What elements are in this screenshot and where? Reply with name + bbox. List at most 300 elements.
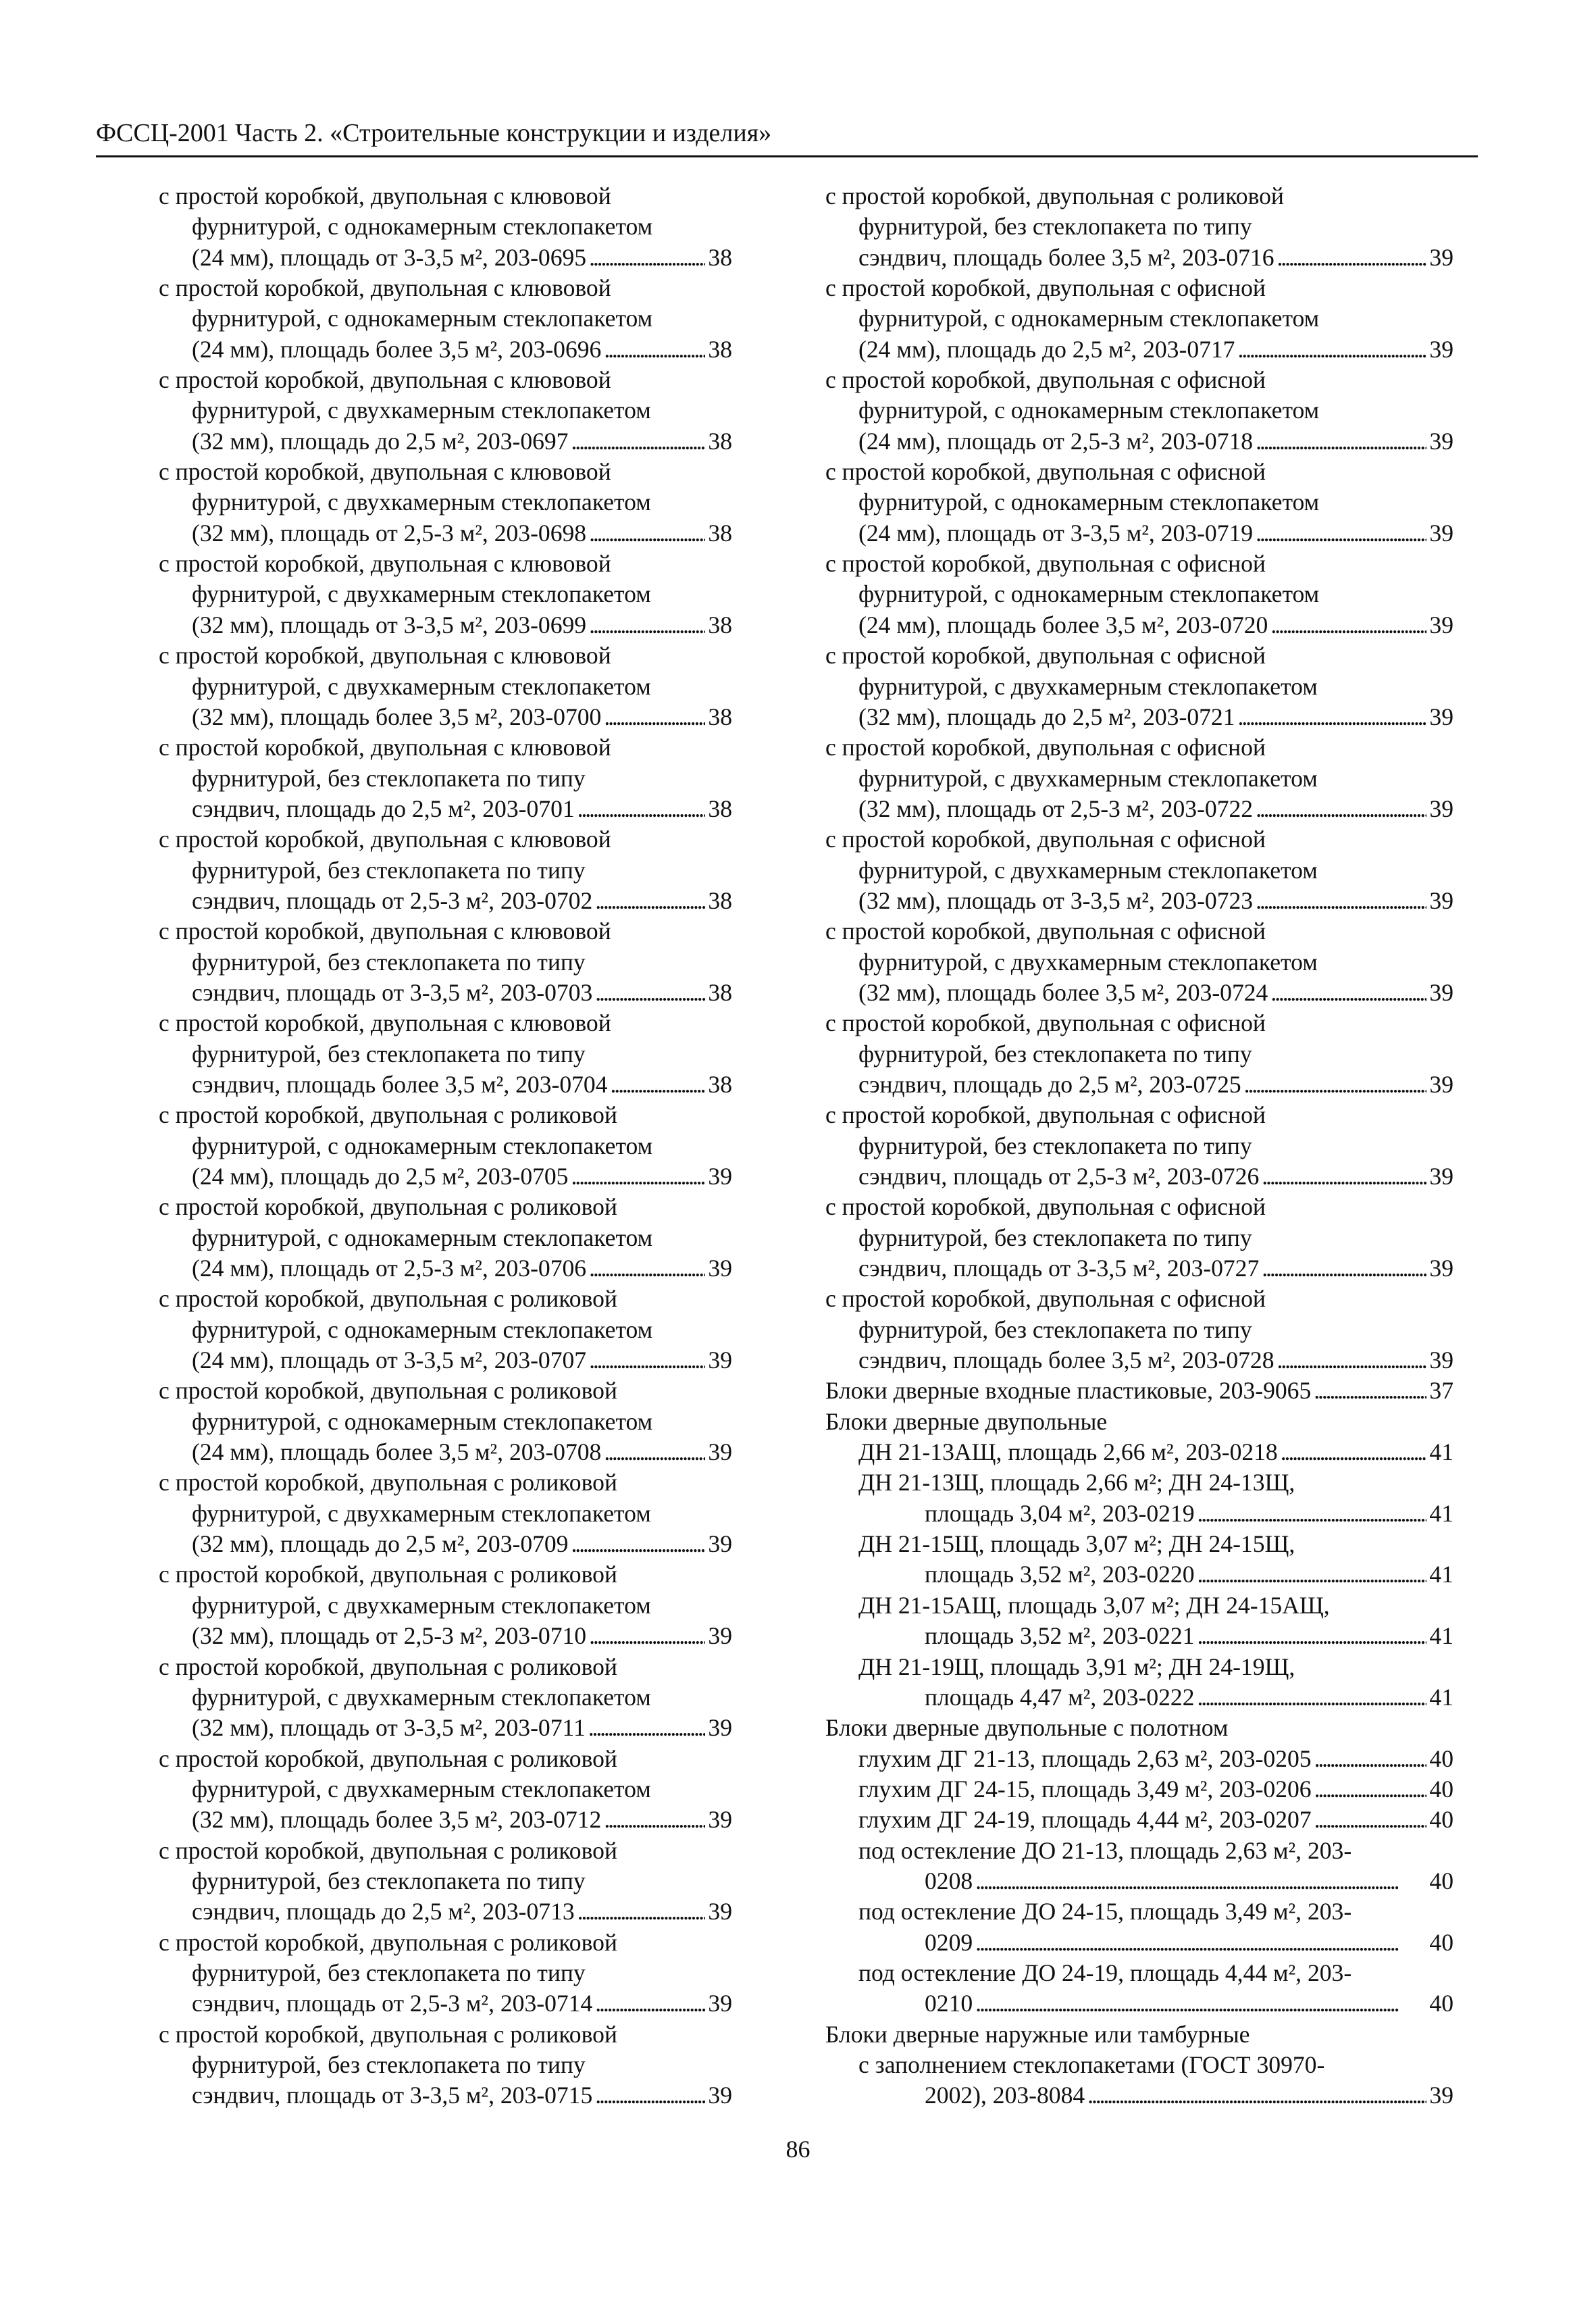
index-entry-line: под остекление ДО 24-19, площадь 4,44 м², 203- [858,1959,1352,1986]
index-entry-final-line [159,610,732,640]
index-entry-line: с простой коробкой, двупольная с клювовой [159,182,611,209]
index-entry [825,732,1453,824]
dot-leader [1198,1499,1427,1529]
index-entry [825,1284,1453,1376]
index-entry [159,1928,732,2019]
index-entry [159,2019,732,2111]
index-entry-line: фурнитурой, с двухкамерным стеклопакетом [192,1775,651,1803]
index-entry [159,1008,732,1100]
page-reference: 37 [1429,1377,1453,1405]
index-entry-line: фурнитурой, с однокамерным стеклопакетом [858,580,1320,608]
index-entry-line: с простой коробкой, двупольная с роликовой [159,1101,617,1129]
index-entry-text: сэндвич, площадь от 3-3,5 м², 203-0727 [858,1255,1260,1282]
index-entry-text: сэндвич, площадь от 2,5-3 м², 203-0714 [192,1990,593,2017]
index-entry-line: фурнитурой, с двухкамерным стеклопакетом [192,397,651,424]
dot-leader [1314,1805,1427,1835]
page-reference: 41 [1429,1622,1453,1650]
dot-leader [589,1253,705,1284]
dot-leader [1237,702,1426,732]
page-reference: 39 [708,1622,732,1650]
dot-leader [1256,518,1426,549]
index-entry [159,732,732,824]
index-entry-final-line [858,1559,1453,1590]
index-entry [159,365,732,457]
page-reference: 41 [1429,1561,1453,1588]
index-entry [159,1559,732,1651]
page-reference: 39 [708,1990,732,2017]
dot-leader [1277,1345,1427,1376]
index-entry-line: под остекление ДО 21-13, площадь 2,63 м², 203- [858,1836,1352,1864]
index-entry [825,824,1453,916]
index-entry-line: с простой коробкой, двупольная с клювовой [159,917,611,945]
index-entry-text: (24 мм), площадь до 2,5 м², 203-0705 [192,1163,569,1190]
index-entry-line: с простой коробкой, двупольная с клювовой [159,642,611,670]
index-entry-line: с простой коробкой, двупольная с роликовой [159,1561,617,1588]
index-entry-line: ДН 21-13Щ, площадь 2,66 м²; ДН 24-13Щ, [858,1469,1295,1496]
index-entry-final-line [159,1529,732,1559]
page-reference: 39 [708,1163,732,1190]
dot-leader [1237,334,1426,365]
index-entry [159,273,732,365]
index-entry-final-line [159,1713,732,1743]
index-entry-line: фурнитурой, без стеклопакета по типу [858,1040,1252,1067]
index-entry-text: сэндвич, площадь от 2,5-3 м², 203-0702 [192,886,593,914]
index-entry [825,365,1453,457]
index-entry-final-line [858,2080,1453,2111]
dot-leader [1256,426,1426,457]
dot-leader [1314,1744,1427,1774]
index-entry-line: фурнитурой, с двухкамерным стеклопакетом [192,1683,651,1711]
index-entry-final-line [825,243,1453,273]
dot-leader [1277,243,1427,273]
index-entry-line: с простой коробкой, двупольная с роликовой [159,1836,617,1864]
index-entry [159,1192,732,1284]
index-entry [159,824,732,916]
index-entry-text: (32 мм), площадь от 2,5-3 м², 203-0722 [858,795,1254,822]
index-entry-final-line [825,334,1453,365]
page-reference: 39 [1429,886,1453,914]
index-entry [159,1100,732,1192]
index-entry [159,1836,732,1928]
index-entry [825,1958,1453,2019]
index-entry-final-line [858,1988,1453,2019]
index-entry-line: фурнитурой, с однокамерным стеклопакетом [192,1315,653,1343]
index-entry-line: фурнитурой, без стеклопакета по типу [858,1315,1252,1343]
index-entry-text: (24 мм), площадь от 3-3,5 м², 203-0707 [192,1347,587,1374]
dot-leader [1314,1774,1427,1805]
running-header: ФССЦ-2001 Часть 2. «Строительные конструкции и изделия» [96,120,1478,157]
index-entry-text: (32 мм), площадь до 2,5 м², 203-0721 [858,703,1235,730]
dot-leader [975,1988,1426,2019]
index-entry-final-line [159,334,732,365]
index-entry [825,549,1453,640]
page-reference: 39 [708,1714,732,1742]
page-reference: 39 [1429,1070,1453,1098]
index-entry-text: сэндвич, площадь от 2,5-3 м², 203-0726 [858,1163,1260,1190]
index-entry-line: фурнитурой, без стеклопакета по типу [192,856,586,884]
index-entry-line: с простой коробкой, двупольная с роликовой [159,1653,617,1680]
dot-leader [1087,2080,1426,2111]
page-reference: 41 [1429,1499,1453,1527]
index-entry [825,1652,1453,1713]
index-entry-text: 2002), 203-8084 [925,2082,1085,2109]
page-reference: 39 [1429,427,1453,455]
index-entry [825,1192,1453,1284]
index-entry-line: с простой коробкой, двупольная с клювовой [159,826,611,853]
index-entry [159,640,732,732]
dot-leader [604,334,705,365]
dot-leader [589,1345,705,1376]
index-entry-final-line [159,518,732,549]
index-entry-text: (32 мм), площадь от 2,5-3 м², 203-0698 [192,519,587,547]
index-entry-text: (24 мм), площадь более 3,5 м², 203-0708 [192,1438,602,1466]
index-column-left [159,181,732,2111]
page-reference: 38 [708,427,732,455]
dot-leader [1198,1682,1427,1713]
index-entry-final-line [825,1345,1453,1376]
index-entry-text: площадь 3,04 м², 203-0219 [925,1499,1195,1527]
dot-leader [604,1805,705,1835]
index-entry-text: (24 мм), площадь от 2,5-3 м², 203-0706 [192,1255,587,1282]
index-entry-line: с простой коробкой, двупольная с клювовой [159,550,611,578]
index-entry-line: фурнитурой, с двухкамерным стеклопакетом [192,488,651,516]
index-entry-text: (24 мм), площадь до 2,5 м², 203-0717 [858,335,1235,363]
index-entry-final-line [858,1682,1453,1713]
index-entry-text: сэндвич, площадь от 3-3,5 м², 203-0715 [192,2082,593,2109]
dot-leader [595,2080,705,2111]
index-entry-final-line [825,518,1453,549]
index-entry-final-line [825,794,1453,824]
index-column-right [825,181,1453,2111]
index-entry-line: фурнитурой, с однокамерным стеклопакетом [192,213,653,241]
dot-leader [577,1896,706,1927]
index-entry-line: фурнитурой, с двухкамерным стеклопакетом [192,1591,651,1619]
page-reference: 39 [1429,2082,1453,2109]
index-entry-line: фурнитурой, с двухкамерным стеклопакетом [858,856,1318,884]
index-entry-line: ДН 21-19Щ, площадь 3,91 м²; ДН 24-19Щ, [858,1653,1295,1680]
index-entry [825,1836,1453,1897]
index-entry-line: фурнитурой, с однокамерным стеклопакетом [192,1407,653,1435]
index-entry-text: сэндвич, площадь более 3,5 м², 203-0704 [192,1070,608,1098]
index-entry-final-line [825,610,1453,640]
index-entry-final-line [825,1070,1453,1100]
dot-leader [1198,1559,1427,1590]
index-entry-final-line [159,2080,732,2111]
index-entry-line: с простой коробкой, двупольная с офисной [825,366,1266,394]
dot-leader [1262,1161,1426,1192]
index-entry [825,181,1453,273]
index-entry-text: Блоки дверные входные пластиковые, 203-9065 [825,1377,1312,1405]
index-entry-final-line [159,978,732,1008]
page-reference: 39 [1429,1347,1453,1374]
index-entry-line: фурнитурой, с двухкамерным стеклопакетом [858,764,1318,792]
page-reference: 38 [708,978,732,1006]
page-reference: 40 [1429,1806,1453,1834]
index-entry [159,1652,732,1744]
index-entry-final-line [858,1621,1453,1651]
index-entry [825,1590,1453,1652]
page-reference: 39 [1429,335,1453,363]
dot-leader [975,1928,1426,1958]
page-reference: 40 [1429,1775,1453,1803]
index-entry-text: (32 мм), площадь от 2,5-3 м², 203-0710 [192,1622,587,1650]
index-entry-line: фурнитурой, с однокамерным стеклопакетом [858,305,1320,332]
index-entry [825,1437,1453,1467]
index-entry-line: фурнитурой, с однокамерным стеклопакетом [858,397,1320,424]
dot-leader [1270,978,1426,1008]
dot-leader [589,243,705,273]
index-entry-text: ДН 21-13АЩ, площадь 2,66 м², 203-0218 [858,1438,1278,1466]
page-reference: 39 [1429,1163,1453,1190]
index-entry-line: с простой коробкой, двупольная с офисной [825,458,1266,486]
index-entry [825,1744,1453,1774]
dot-leader [571,1529,705,1559]
index-heading: Блоки дверные наружные или тамбурные [825,2020,1250,2048]
index-entry-final-line [858,1437,1453,1467]
index-entry-line: с простой коробкой, двупольная с клювовой [159,366,611,394]
page-reference: 40 [1429,1744,1453,1772]
index-entry-text: площадь 3,52 м², 203-0221 [925,1622,1195,1650]
dot-leader [611,1070,706,1100]
index-entry-line: фурнитурой, с двухкамерным стеклопакетом [858,672,1318,700]
index-entry-text: (32 мм), площадь от 3-3,5 м², 203-0723 [858,886,1254,914]
index-entry-text: (32 мм), площадь до 2,5 м², 203-0709 [192,1530,569,1558]
index-entry [825,1376,1453,1406]
index-entry-line: с простой коробкой, двупольная с роликовой [159,1928,617,1956]
index-entry-final-line [159,794,732,824]
index-entry-text: (24 мм), площадь более 3,5 м², 203-0696 [192,335,602,363]
index-entry-line: с заполнением стеклопакетами (ГОСТ 30970- [858,2051,1325,2078]
dot-leader [588,1713,706,1743]
page-reference: 40 [1429,1990,1453,2017]
index-entry-line: с простой коробкой, двупольная с офисной [825,642,1266,670]
index-entry-line: фурнитурой, без стеклопакета по типу [858,1132,1252,1159]
index-entry [825,1467,1453,1529]
dot-leader [1270,610,1426,640]
page-reference: 39 [1429,795,1453,822]
page-reference: 39 [708,1438,732,1466]
index-entry [825,1774,1453,1805]
page-reference: 41 [1429,1438,1453,1466]
index-entry-text: 0209 [925,1928,973,1956]
index-heading: Блоки дверные двупольные с полотном [825,1714,1229,1742]
index-entry-line: фурнитурой, без стеклопакета по типу [192,1867,586,1894]
index-entry-final-line [825,1376,1453,1406]
index-entry-line: фурнитурой, без стеклопакета по типу [192,764,586,792]
index-entry [825,273,1453,365]
index-entry-final-line [825,978,1453,1008]
dot-leader [604,1437,705,1467]
index-entry [159,457,732,549]
page-reference: 41 [1429,1683,1453,1711]
index-entry-text: (32 мм), площадь до 2,5 м², 203-0697 [192,427,569,455]
index-entry [825,1805,1453,1835]
index-entry-line: с простой коробкой, двупольная с роликовой [159,2020,617,2048]
index-entry-text: (32 мм), площадь более 3,5 м², 203-0724 [858,978,1268,1006]
page-reference: 38 [708,243,732,271]
index-entry-line: с простой коробкой, двупольная с роликовой [159,1469,617,1496]
index-entry-final-line [159,1161,732,1192]
dot-leader [589,1621,705,1651]
index-entry-line: с простой коробкой, двупольная с офисной [825,1009,1266,1037]
index-entry-final-line [858,1928,1453,1958]
index-entry-line: фурнитурой, без стеклопакета по типу [192,948,586,976]
page-reference: 39 [708,1898,732,1926]
page-number: 86 [786,2136,810,2163]
index-entry-line: с простой коробкой, двупольная с клювовой [159,458,611,486]
dot-leader [1256,886,1426,916]
index-entry-line: фурнитурой, с двухкамерным стеклопакетом [192,1499,651,1527]
index-entry-text: площадь 3,52 м², 203-0220 [925,1561,1195,1588]
index-entry-final-line [858,1499,1453,1529]
dot-leader [975,1866,1426,1896]
index-entry-line: с простой коробкой, двупольная с офисной [825,1101,1266,1129]
index-entry [825,640,1453,732]
index-entry [825,1529,1453,1590]
page-reference: 38 [708,886,732,914]
index-entry-final-line [159,1437,732,1467]
index-entry-line: фурнитурой, без стеклопакета по типу [858,213,1252,241]
page-reference: 39 [708,1347,732,1374]
index-entry-line: с простой коробкой, двупольная с роликовой [159,1744,617,1772]
dot-leader [1244,1070,1427,1100]
index-entry [159,549,732,640]
index-entry-line: фурнитурой, без стеклопакета по типу [192,1040,586,1067]
index-entry-line: с простой коробкой, двупольная с офисной [825,734,1266,761]
index-entry-final-line [159,1988,732,2019]
index-entry-line: фурнитурой, с двухкамерным стеклопакетом [858,948,1318,976]
page-reference: 39 [1429,978,1453,1006]
index-entry-line: с простой коробкой, двупольная с роликовой [825,182,1284,209]
index-entry-text: (24 мм), площадь от 2,5-3 м², 203-0718 [858,427,1254,455]
index-entry-line: фурнитурой, без стеклопакета по типу [192,1959,586,1986]
index-entry-line: фурнитурой, без стеклопакета по типу [858,1224,1252,1251]
index-entry-final-line [825,702,1453,732]
index-entry-final-line [159,886,732,916]
index-entry-text: площадь 4,47 м², 203-0222 [925,1683,1195,1711]
page-reference: 40 [1429,1928,1453,1956]
index-entry-text: сэндвич, площадь более 3,5 м², 203-0716 [858,243,1275,271]
index-entry-final-line [159,1896,732,1927]
index-entry-text: (24 мм), площадь более 3,5 м², 203-0720 [858,611,1268,638]
index-entry-text: сэндвич, площадь до 2,5 м², 203-0725 [858,1070,1241,1098]
index-entry [159,1467,732,1559]
index-entry-final-line [825,1161,1453,1192]
page-reference: 39 [708,1530,732,1558]
dot-leader [577,794,706,824]
page-reference: 38 [708,335,732,363]
page-reference: 39 [708,1806,732,1834]
dot-leader [1281,1437,1427,1467]
index-entry-final-line [825,886,1453,916]
index-entry-final-line [825,1253,1453,1284]
index-entry-line: с простой коробкой, двупольная с офисной [825,550,1266,578]
dot-leader [589,518,705,549]
page-reference: 39 [1429,519,1453,547]
page-reference: 38 [708,519,732,547]
index-entry [159,1744,732,1836]
dot-leader [571,1161,705,1192]
page-reference: 38 [708,611,732,638]
index-entry [825,1100,1453,1192]
index-entry [159,916,732,1008]
index-entry-final-line [159,426,732,457]
dot-leader [604,702,705,732]
index-entry-line: с простой коробкой, двупольная с роликовой [159,1377,617,1405]
index-entry-line: с простой коробкой, двупольная с офисной [825,1285,1266,1313]
page-reference: 38 [708,1070,732,1098]
index-entry-line: ДН 21-15Щ, площадь 3,07 м²; ДН 24-15Щ, [858,1530,1295,1558]
page-reference: 39 [1429,703,1453,730]
index-entry-line: с простой коробкой, двупольная с офисной [825,826,1266,853]
index-entry-final-line [159,702,732,732]
index-entry-line: с простой коробкой, двупольная с роликовой [159,1285,617,1313]
index-entry-line: под остекление ДО 24-15, площадь 3,49 м², 203- [858,1898,1352,1926]
index-entry-text: глухим ДГ 21-13, площадь 2,63 м², 203-0205 [858,1744,1312,1772]
index-entry [159,1284,732,1376]
index-entry-line: фурнитурой, с двухкамерным стеклопакетом [192,580,651,608]
index-entry-text: 0210 [925,1990,973,2017]
page-reference: 39 [1429,243,1453,271]
index-entry [825,2050,1453,2111]
dot-leader [595,886,705,916]
index-entry-text: (24 мм), площадь от 3-3,5 м², 203-0719 [858,519,1254,547]
dot-leader [1314,1376,1426,1406]
index-entry-final-line [159,1621,732,1651]
index-entry-text: сэндвич, площадь от 3-3,5 м², 203-0703 [192,978,593,1006]
index-entry-final-line [858,1805,1453,1835]
index-entry-line: фурнитурой, с однокамерным стеклопакетом [192,1132,653,1159]
index-entry-final-line [159,1345,732,1376]
page-reference: 39 [708,2082,732,2109]
index-entry-text: (32 мм), площадь от 3-3,5 м², 203-0711 [192,1714,586,1742]
page-reference: 40 [1429,1867,1453,1894]
index-entry-final-line [159,1070,732,1100]
dot-leader [595,978,705,1008]
index-entry-line: с простой коробкой, двупольная с офисной [825,917,1266,945]
index-entry-final-line [858,1866,1453,1896]
index-entry-text: (32 мм), площадь более 3,5 м², 203-0700 [192,703,602,730]
index-entry-final-line [858,1774,1453,1805]
page-reference: 39 [708,1255,732,1282]
index-entry-line: с простой коробкой, двупольная с роликовой [159,1193,617,1221]
index-entry-text: сэндвич, площадь до 2,5 м², 203-0701 [192,795,575,822]
index-entry-text: 0208 [925,1867,973,1894]
index-entry-line: с простой коробкой, двупольная с офисной [825,274,1266,302]
index-entry [159,1376,732,1467]
index-entry [825,916,1453,1008]
page-reference: 38 [708,703,732,730]
dot-leader [589,610,705,640]
index-entry-line: с простой коробкой, двупольная с клювовой [159,734,611,761]
index-entry-text: глухим ДГ 24-15, площадь 3,49 м², 203-0206 [858,1775,1312,1803]
index-entry [825,457,1453,549]
index-entry-line: фурнитурой, без стеклопакета по типу [192,2051,586,2078]
index-entry-text: (32 мм), площадь от 3-3,5 м², 203-0699 [192,611,587,638]
index-entry [159,181,732,273]
page-reference: 38 [708,795,732,822]
index-entry-final-line [159,1805,732,1835]
page-reference: 39 [1429,1255,1453,1282]
index-entry-text: (32 мм), площадь более 3,5 м², 203-0712 [192,1806,602,1834]
dot-leader [1198,1621,1427,1651]
index-entry-line: с простой коробкой, двупольная с клювовой [159,274,611,302]
index-entry-line: фурнитурой, с двухкамерным стеклопакетом [192,672,651,700]
index-entry-text: сэндвич, площадь до 2,5 м², 203-0713 [192,1898,575,1926]
index-entry-final-line [159,1253,732,1284]
index-entry-final-line [159,243,732,273]
index-entry-line: фурнитурой, с однокамерным стеклопакетом [858,488,1320,516]
